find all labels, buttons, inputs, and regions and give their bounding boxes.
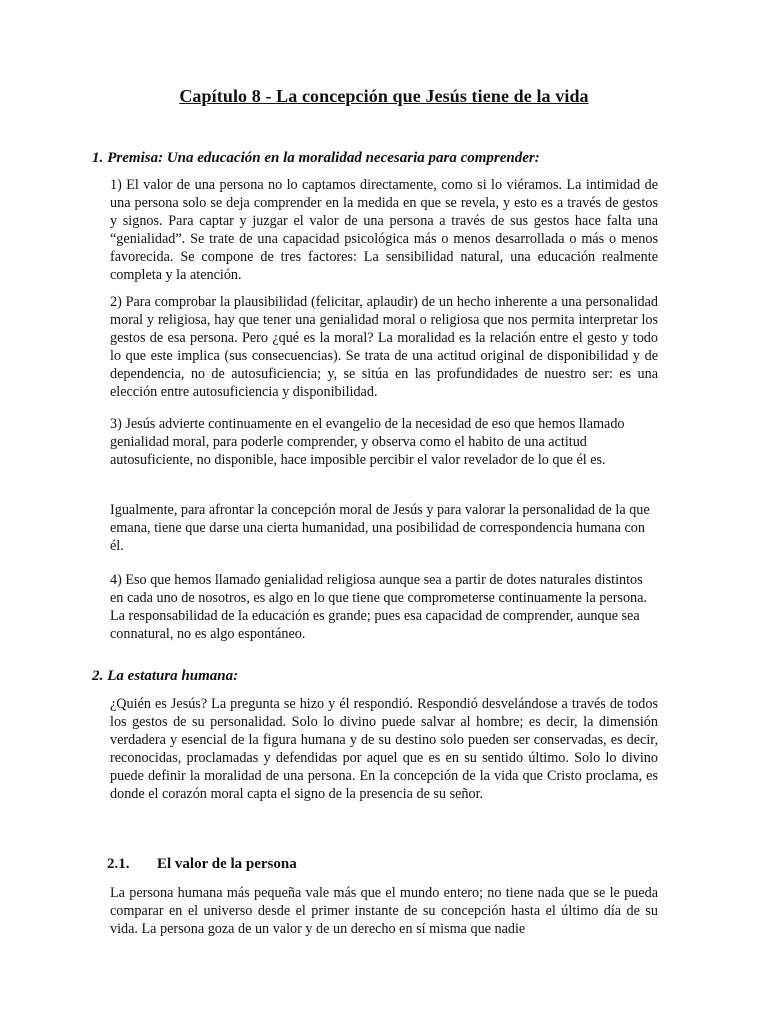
- section-2-1-title: El valor de la persona: [157, 856, 297, 872]
- paragraph-1: 1) El valor de una persona no lo captamos directamente, como si lo viéramos. La intimidad de una persona solo se deja comprender en la medida en que se revela, y esto es a través de gestos y signos. Para captar y juzgar el valor de una persona a través de sus gestos hace falta una “genialidad”. Se trate de una capacidad psicológica más o menos desarrollada o más o menos favorecida. Se compone de tres factores: La sensibilidad natural, una educación realmente completa y la atención.: [110, 177, 658, 283]
- chapter-title: Capítulo 8 - La concepción que Jesús tiene de la vida: [179, 86, 589, 106]
- section-1-heading: [92, 150, 540, 167]
- paragraph-3: 3) Jesús advierte continuamente en el evangelio de la necesidad de eso que hemos llamado genialidad moral, para poderle comprender, y observa como el habito de una actitud autosuficiente, no disponible, hace imposible percibir el valor revelador de lo que él es.: [110, 416, 625, 468]
- section-2-1-number: 2.1.: [107, 856, 130, 872]
- paragraph-5: 4) Eso que hemos llamado genialidad religiosa aunque sea a partir de dotes naturales distintos en cada uno de nosotros, es algo en lo que tiene que comprometerse continuamente la persona. La responsabilidad de la educación es grande; pues esa capacidad de comprender, aunque sea connatural, no es algo espontáneo.: [110, 572, 647, 642]
- section-2-1-heading: [107, 856, 297, 873]
- section-1-title: Premisa: Una educación en la moralidad necesaria para comprender:: [107, 150, 540, 166]
- section-2-number: 2.: [92, 668, 104, 684]
- paragraph-4: Igualmente, para afrontar la concepción moral de Jesús y para valorar la personalidad de la que emana, tiene que darse una cierta humanidad, una posibilidad de correspondencia humana con él.: [110, 502, 650, 554]
- paragraph-7: La persona humana más pequeña vale más que el mundo entero; no tiene nada que se le pueda comparar en el universo desde el primer instante de su concepción hasta el último día de su vida. La persona goza de un valor y de un derecho en sí misma que nadie: [110, 885, 658, 937]
- section-1-number: 1.: [92, 150, 104, 166]
- paragraph-6: ¿Quién es Jesús? La pregunta se hizo y él respondió. Respondió desvelándose a través de todos los gestos de su personalidad. Solo lo divino puede salvar al hombre; es decir, la dimensión verdadera y esencial de la figura humana y de su destino solo pueden ser conservadas, es decir, reconocidas, proclamadas y defendidas por aquel que es en su sentido último. Solo lo divino puede definir la moralidad de una persona. En la concepción de la vida que Cristo proclama, es donde el corazón moral capta el signo de la presencia de su señor.: [110, 696, 658, 802]
- paragraph-2: 2) Para comprobar la plausibilidad (felicitar, aplaudir) de un hecho inherente a una personalidad moral y religiosa, hay que tener una genialidad moral o religiosa que nos permita interpretar los gestos de esa persona. Pero ¿qué es la moral? La moralidad es la relación entre el gesto y todo lo que este implica (sus consecuencias). Se trata de una actitud original de disponibilidad y de dependencia, no de autosuficiencia; y, se sitúa en las profundidades de nuestro ser: es una elección entre autosuficiencia y disponibilidad.: [110, 294, 658, 400]
- section-2-heading: [92, 668, 238, 685]
- section-2-title: La estatura humana:: [107, 668, 239, 684]
